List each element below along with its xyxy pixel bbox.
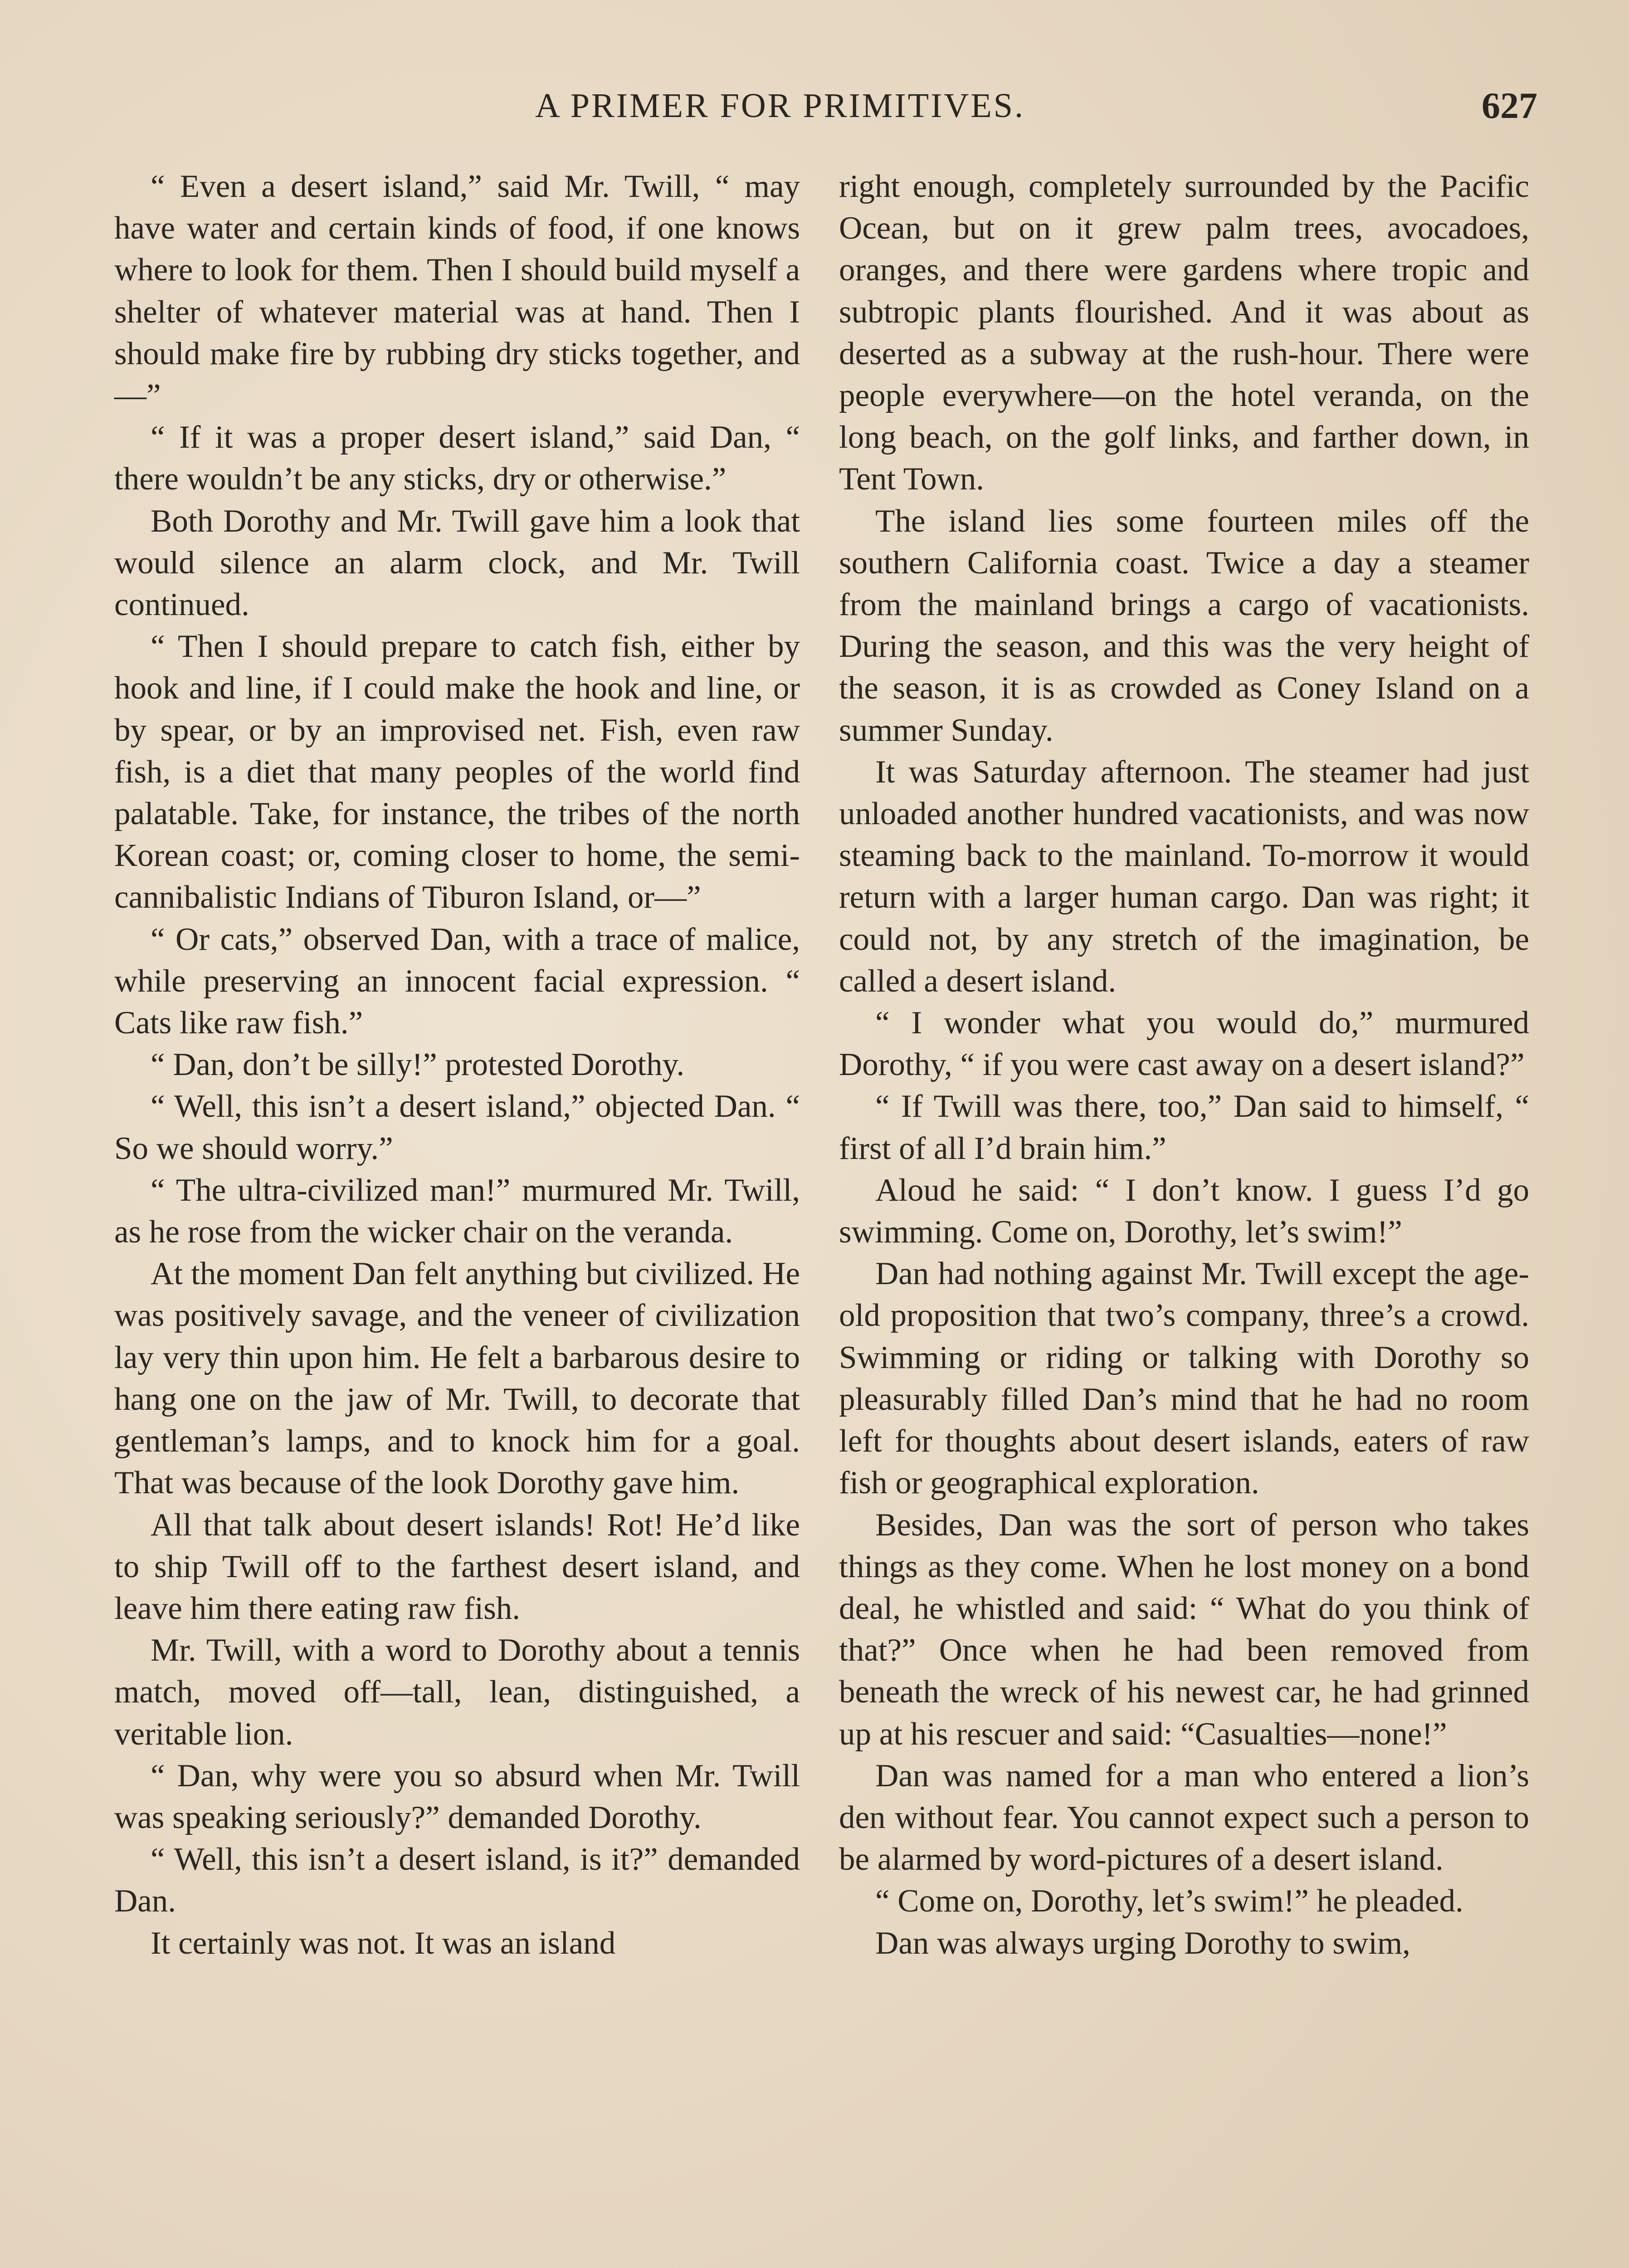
paragraph: Dan had nothing against Mr. Twill except the age-old proposition that two’s company, three’s a crowd. Swimming or riding or talking with Dorothy so pleasurably filled Dan’s mind that he had no room left for thoughts about desert islands, eaters of raw fish or geographical exploration. — [839, 1256, 1529, 1501]
paragraph: Aloud he said: “ I don’t know. I guess I’d go swimming. Come on, Dorothy, let’s swim!” — [839, 1172, 1529, 1250]
paragraph: All that talk about desert islands! Rot! He’d like to ship Twill off to the farthest desert island, and leave him there eating raw fish. — [114, 1507, 800, 1626]
paragraph: “ Well, this isn’t a desert island,” objected Dan. “ So we should worry.” — [114, 1089, 800, 1166]
paragraph: “ Or cats,” observed Dan, with a trace of malice, while preserving an innocent facial expression. “ Cats like raw fish.” — [114, 921, 800, 1041]
running-title: A PRIMER FOR PRIMITIVES. — [535, 87, 1025, 125]
paragraph: “ Dan, don’t be silly!” protested Dorothy. — [151, 1047, 685, 1083]
paragraph: “ The ultra-civilized man!” murmured Mr. Twill, as he rose from the wicker chair on the veranda. — [114, 1172, 800, 1250]
paragraph: The island lies some fourteen miles off the southern California coast. Twice a day a steamer from the mainland brings a cargo of vacationists. During the season, and this was the very height of the season, it is as crowded as Coney Island on a summer Sunday. — [839, 503, 1529, 748]
paragraph: “ Well, this isn’t a desert island, is it?” demanded Dan. — [114, 1842, 800, 1919]
paragraph: Both Dorothy and Mr. Twill gave him a look that would silence an alarm clock, and Mr. Twill continued. — [114, 503, 800, 623]
page-header — [109, 86, 1537, 136]
paragraph: “ If Twill was there, too,” Dan said to himself, “ first of all I’d brain him.” — [839, 1089, 1529, 1166]
paragraph: It certainly was not. It was an island — [151, 1925, 616, 1961]
paragraph: At the moment Dan felt anything but civilized. He was positively savage, and the veneer of civilization lay very thin upon him. He felt a barbarous desire to hang one on the jaw of Mr. Twill, to decorate that gentleman’s lamps, and to knock him for a goal. That was because of the look Dorothy gave him. — [114, 1256, 800, 1501]
paragraph: Dan was always urging Dorothy to swim, — [875, 1925, 1410, 1961]
paragraph: “ I wonder what you would do,” murmured Dorothy, “ if you were cast away on a desert island?” — [839, 1005, 1529, 1083]
page-number: 627 — [1482, 85, 1537, 126]
paragraph-continued: right enough, completely surrounded by the Pacific Ocean, but on it grew palm trees, avocadoes, oranges, and there were gardens where tropic and subtropic plants flourished. And it was about as deserted as a subway at the rush-hour. There were people everywhere—on the hotel veranda, on the long beach, on the golf links, and farther down, in Tent Town. — [839, 169, 1529, 497]
paragraph: “ Dan, why were you so absurd when Mr. Twill was speaking seriously?” demanded Dorothy. — [114, 1758, 800, 1835]
paragraph: “ Come on, Dorothy, let’s swim!” he pleaded. — [875, 1883, 1463, 1919]
paragraph: “ Even a desert island,” said Mr. Twill, “ may have water and certain kinds of food, if one knows where to look for them. Then I should build myself a shelter of whatever material was at hand. Then I should make fire by rubbing dry sticks together, and—” — [114, 169, 800, 414]
paragraph: It was Saturday afternoon. The steamer had just unloaded another hundred vacationists, and was now steaming back to the mainland. To-morrow it would return with a larger human cargo. Dan was right; it could not, by any stretch of the imagination, be called a desert island. — [839, 754, 1529, 999]
paragraph: Dan was named for a man who entered a lion’s den without fear. You cannot expect such a person to be alarmed by word-pictures of a desert island. — [839, 1758, 1529, 1877]
paragraph: “ If it was a proper desert island,” said Dan, “ there wouldn’t be any sticks, dry or otherwise.” — [114, 420, 800, 497]
left-column — [114, 166, 800, 1964]
paragraph: “ Then I should prepare to catch fish, either by hook and line, if I could make the hook and line, or by spear, or by an improvised net. Fish, even raw fish, is a diet that many peoples of the world find palatable. Take, for instance, the tribes of the north Korean coast; or, coming closer to home, the semi-cannibalistic Indians of Tiburon Island, or—” — [114, 629, 800, 915]
paragraph: Mr. Twill, with a word to Dorothy about a tennis match, moved off—tall, lean, distinguished, a veritable lion. — [114, 1633, 800, 1752]
right-column — [839, 166, 1529, 1964]
paragraph: Besides, Dan was the sort of person who takes things as they come. When he lost money on a bond deal, he whistled and said: “ What do you think of that?” Once when he had been removed from beneath the wreck of his newest car, he had grinned up at his rescuer and said: “Casualties—none!” — [839, 1507, 1529, 1752]
